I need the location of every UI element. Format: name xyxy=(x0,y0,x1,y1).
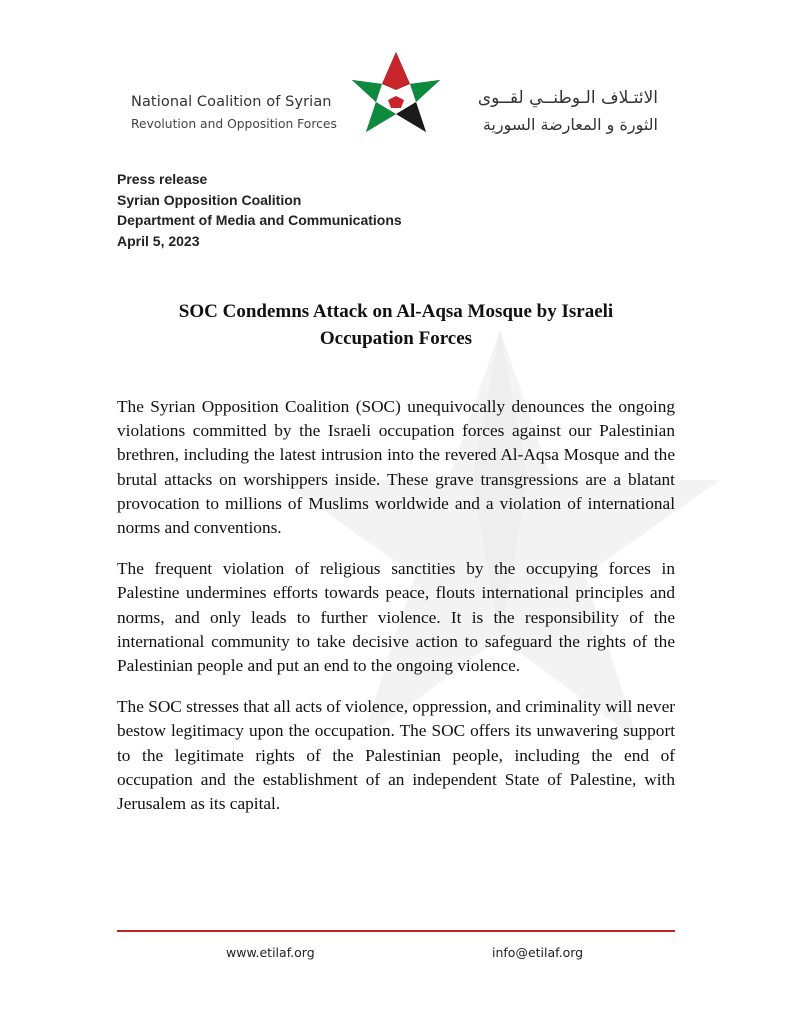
press-release-title xyxy=(117,298,675,352)
title-line2: Occupation Forces xyxy=(319,328,473,349)
body-paragraph-3: The SOC stresses that all acts of violence, oppression, and criminality will never bestow legitimacy upon the occupation. The SOC offers its unwavering support to the legitimate rights of the Palestinian people, including the end of occupation and the establishment of an independent State of Palestine, with Jerusalem as its capital. xyxy=(117,697,675,814)
meta-date: April 5, 2023 xyxy=(117,232,200,249)
meta-organization: Syrian Opposition Coalition xyxy=(117,191,302,208)
org-name-ar-line2: الثورة و المعارضة السورية xyxy=(482,115,658,134)
footer-website-link[interactable]: www.etilaf.org xyxy=(226,945,315,960)
body-paragraph-1: The Syrian Opposition Coalition (SOC) unequivocally denounces the ongoing violations committed by the Israeli occupation forces against our Palestinian brethren, including the latest intrusion into the revered Al-Aqsa Mosque and the brutal attacks on worshippers inside. These grave transgressions are a blatant provocation to millions of Muslims worldwide and a violation of international norms and conventions. xyxy=(117,397,675,538)
body-paragraph-2: The frequent violation of religious sanctities by the occupying forces in Palestine undermines efforts towards peace, flouts international principles and norms, and only leads to further violence. It is the responsibility of the international community to take decisive action to safeguard the rights of the Palestinian people and put an end to the ongoing violence. xyxy=(117,559,675,676)
meta-department: Department of Media and Communications xyxy=(117,212,402,228)
org-name-ar-line1: الائتـلاف الـوطنــي لقــوى xyxy=(477,88,658,108)
title-line1: SOC Condemns Attack on Al-Aqsa Mosque by Israeli xyxy=(178,301,614,322)
coalition-star-logo xyxy=(350,50,442,134)
press-release-body xyxy=(117,395,675,833)
footer-email-link[interactable]: info@etilaf.org xyxy=(492,945,584,960)
org-name-english xyxy=(131,92,337,133)
org-name-arabic xyxy=(452,86,658,137)
org-name-en-line2: Revolution and Opposition Forces xyxy=(131,117,337,131)
meta-type: Press release xyxy=(117,171,208,187)
footer-divider xyxy=(117,930,675,932)
press-release-meta xyxy=(117,169,402,251)
org-name-en-line1: National Coalition of Syrian xyxy=(131,94,332,110)
